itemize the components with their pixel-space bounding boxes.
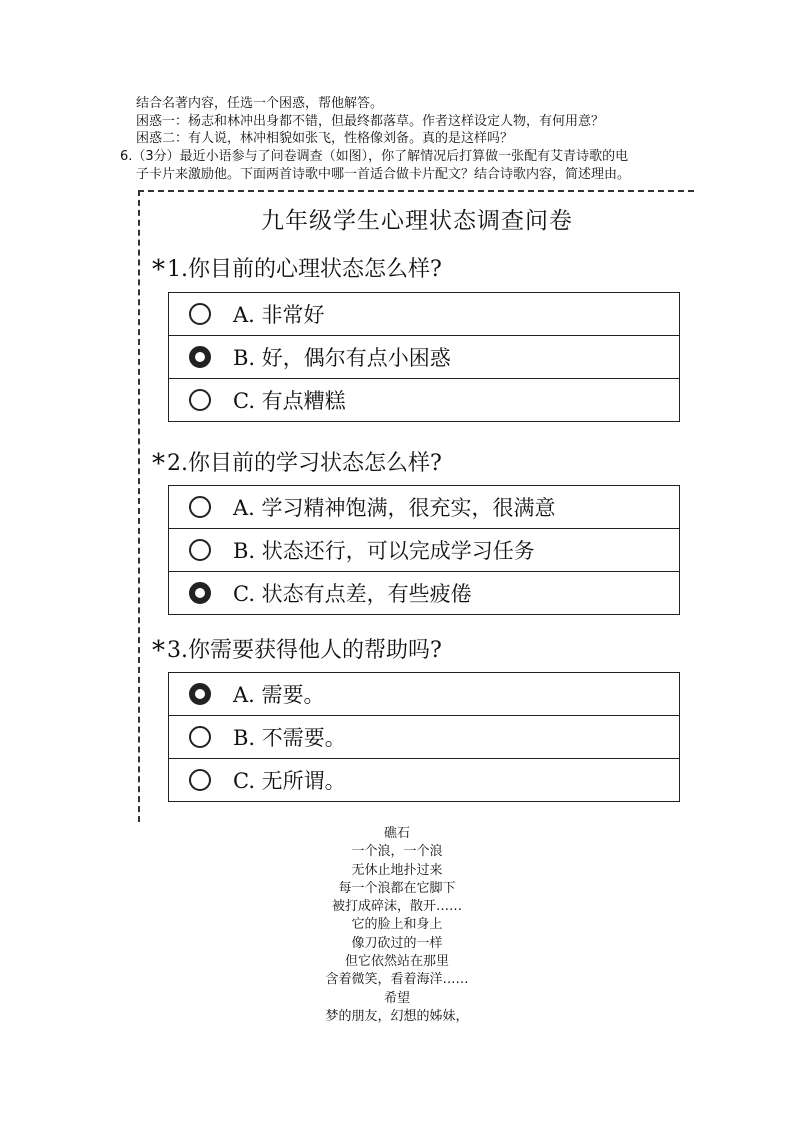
radio-checked-icon[interactable] (189, 683, 211, 705)
option-label: C. 有点糟糕 (233, 389, 346, 413)
poem-line: 被打成碎沫，散开…… (331, 899, 462, 915)
option-label: B. 好，偶尔有点小困惑 (233, 346, 451, 370)
radio-icon[interactable] (189, 496, 211, 518)
required-star-icon: * (152, 449, 165, 479)
question-6-line-1: 6.（3分）最近小语参与了问卷调查（如图），你了解情况后打算做一张配有艾青诗歌的电 (120, 149, 629, 164)
poem-line: 无休止地扑过来 (351, 862, 443, 878)
poem-line: 一个浪，一个浪 (351, 844, 443, 860)
intro-line: 结合名著内容，任选一个困惑，帮他解答。 (136, 96, 384, 111)
option-row[interactable] (169, 715, 679, 758)
survey-question-2-title (152, 446, 442, 479)
question-text: 1.你目前的心理状态怎么样? (167, 257, 442, 282)
option-label: C. 状态有点差，有些疲倦 (233, 582, 472, 606)
poem-line: 梦的朋友，幻想的姊妹， (325, 1008, 469, 1024)
survey-question-1-title (152, 252, 442, 285)
option-label: C. 无所谓。 (233, 769, 346, 793)
intro-line: 困惑二：有人说，林冲相貌如张飞，性格像刘备。真的是这样吗？ (136, 131, 514, 146)
figure-dashed-border-left (138, 190, 140, 822)
option-row[interactable] (169, 528, 679, 571)
option-label: A. 需要。 (233, 683, 325, 707)
required-star-icon: * (152, 636, 165, 666)
radio-checked-icon[interactable] (189, 346, 211, 368)
question-6 (120, 148, 630, 183)
poem-title: 礁石 (383, 826, 410, 841)
radio-icon[interactable] (189, 769, 211, 791)
option-row[interactable] (169, 293, 679, 335)
poem-line: 含着微笑，看着海洋…… (325, 972, 469, 988)
intro-text (136, 95, 604, 148)
survey-question-3-options (168, 672, 680, 802)
radio-checked-icon[interactable] (189, 582, 211, 604)
option-label: B. 不需要。 (233, 726, 346, 750)
radio-icon[interactable] (189, 303, 211, 325)
required-star-icon: * (152, 255, 165, 285)
option-row[interactable] (169, 673, 679, 715)
radio-icon[interactable] (189, 726, 211, 748)
poem-line: 但它依然站在那里 (344, 954, 449, 970)
intro-line: 困惑一：杨志和林冲出身都不错，但最终都落草。作者这样设定人物，有何用意？ (136, 113, 605, 129)
poem-line: 每一个浪都在它脚下 (338, 880, 456, 896)
option-row[interactable] (169, 378, 679, 421)
option-label: A. 非常好 (233, 303, 325, 327)
poem-line: 它的脸上和身上 (351, 917, 443, 933)
option-row[interactable] (169, 335, 679, 378)
survey-question-1-options (168, 292, 680, 422)
radio-icon[interactable] (189, 389, 211, 411)
survey-question-3-title (152, 633, 442, 666)
survey-question-2-options (168, 485, 680, 615)
question-text: 2.你目前的学习状态怎么样? (167, 451, 442, 476)
option-row[interactable] (169, 486, 679, 528)
option-row[interactable] (169, 571, 679, 614)
poem-line: 像刀砍过的一样 (351, 935, 443, 951)
option-label: A. 学习精神饱满，很充实，很满意 (233, 496, 556, 520)
question-text: 3.你需要获得他人的帮助吗? (167, 638, 442, 663)
survey-title: 九年级学生心理状态调查问卷 (261, 208, 573, 234)
poems (300, 825, 494, 1026)
option-row[interactable] (169, 758, 679, 801)
radio-icon[interactable] (189, 539, 211, 561)
option-label: B. 状态还行，可以完成学习任务 (233, 539, 535, 563)
poem-title: 希望 (383, 990, 410, 1006)
question-6-line-2: 子卡片来激励他。下面两首诗歌中哪一首适合做卡片配文？结合诗歌内容，简述理由。 (136, 166, 631, 182)
figure-dashed-border-top (138, 190, 694, 192)
